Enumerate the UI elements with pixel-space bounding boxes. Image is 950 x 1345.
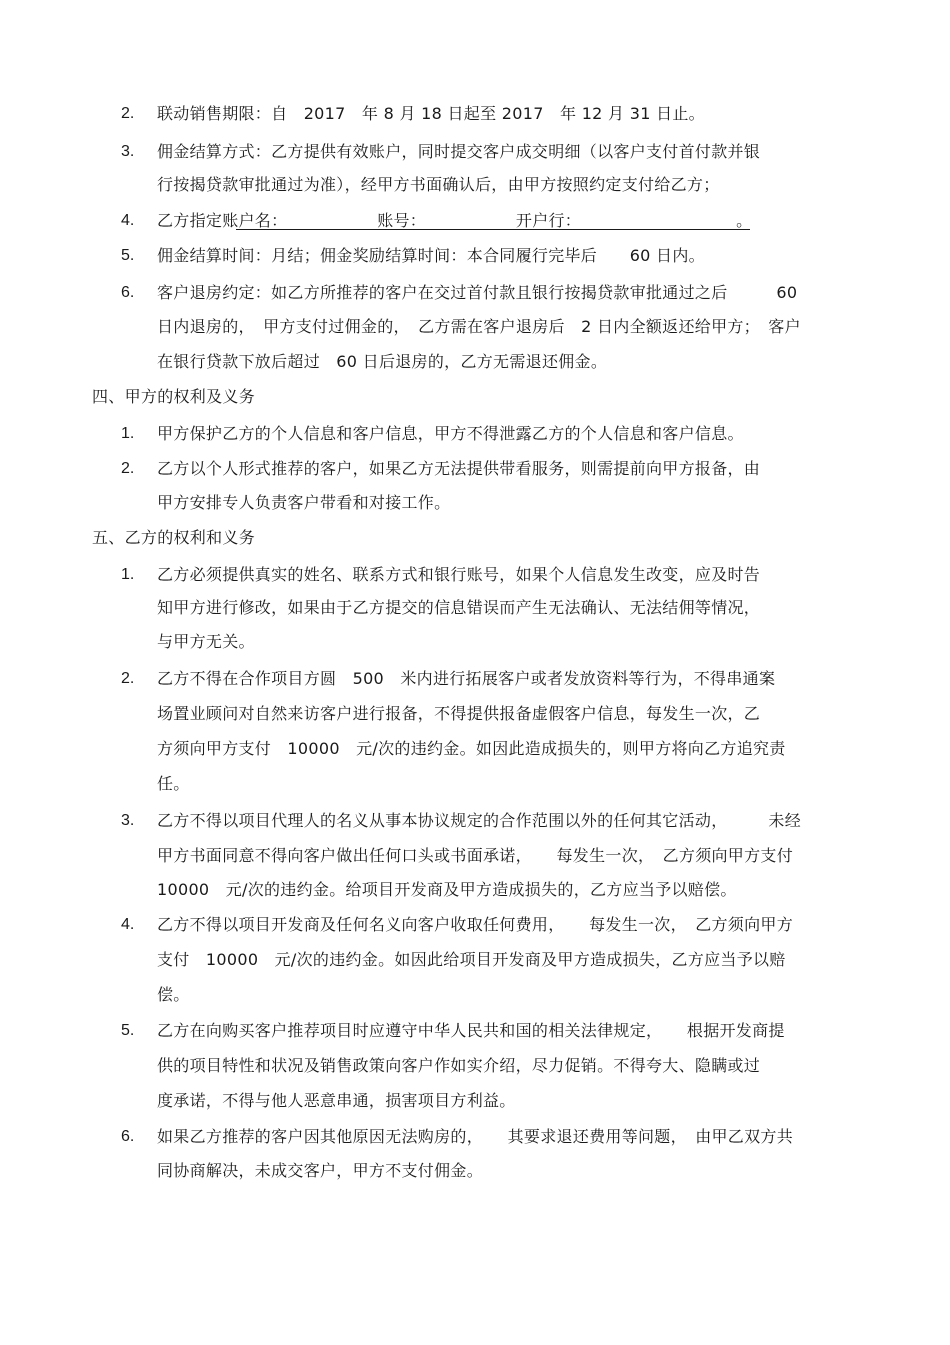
list-item-text: 方须向甲方支付 10000 元/次的违约金。如因此造成损失的，则甲方将向乙方追究责: [157, 739, 786, 758]
list-item-text: 度承诺，不得与他人恶意串通，损害项目方利益。: [157, 1091, 516, 1110]
list-item-text: 支付 10000 元/次的违约金。如因此给项目开发商及甲方造成损失，乙方应当予以赔: [157, 950, 786, 969]
list-item-text: 在银行贷款下放后超过 60 日后退房的，乙方无需退还佣金。: [157, 352, 608, 371]
list-item-text: 日内退房的， 甲方支付过佣金的， 乙方需在客户退房后 2 日内全额返还给甲方； 客户: [157, 317, 801, 336]
section-heading: 四、甲方的权利及义务: [92, 387, 256, 406]
list-number: 2.: [121, 670, 135, 687]
list-item-text: 如果乙方推荐的客户因其他原因无法购房的， 其要求退还费用等问题， 由甲乙双方共: [157, 1127, 794, 1146]
list-item-text: 供的项目特性和状况及销售政策向客户作如实介绍，尽力促销。不得夸大、隐瞒或过: [157, 1056, 761, 1075]
list-item-text: 乙方不得在合作项目方圆 500 米内进行拓展客户或者发放资料等行为，不得串通案: [157, 669, 776, 688]
list-item-text: 佣金结算时间：月结；佣金奖励结算时间：本合同履行完毕后 60 日内。: [157, 246, 705, 265]
list-item-text: 10000 元/次的违约金。给项目开发商及甲方造成损失的，乙方应当予以赔偿。: [157, 880, 737, 899]
list-number: 5.: [121, 247, 135, 264]
list-item-text: 知甲方进行修改，如果由于乙方提交的信息错误而产生无法确认、无法结佣等情况，: [157, 598, 761, 617]
list-item-text: 偿。: [157, 985, 190, 1004]
list-number: 2.: [121, 460, 135, 477]
section-heading: 五、乙方的权利和义务: [92, 528, 256, 547]
list-number: 6.: [121, 1128, 135, 1145]
list-item-text: 场置业顾问对自然来访客户进行报备，不得提供报备虚假客户信息，每发生一次，乙: [157, 704, 761, 723]
list-item-text: 联动销售期限：自 2017 年 8 月 18 日起至 2017 年 12 月 31 日止。: [157, 104, 705, 123]
list-item-text: 乙方以个人形式推荐的客户，如果乙方无法提供带看服务，则需提前向甲方报备，由: [157, 459, 761, 478]
list-number: 4.: [121, 916, 135, 933]
account-underline: [236, 229, 750, 230]
list-item-text: 甲方书面同意不得向客户做出任何口头或书面承诺， 每发生一次， 乙方须向甲方支付: [157, 846, 794, 865]
list-number: 6.: [121, 284, 135, 301]
list-item-text: 甲方保护乙方的个人信息和客户信息，甲方不得泄露乙方的个人信息和客户信息。: [157, 424, 744, 443]
list-number: 3.: [121, 812, 135, 829]
list-item-text: 与甲方无关。: [157, 632, 255, 651]
list-number: 1.: [121, 425, 135, 442]
list-number: 5.: [121, 1022, 135, 1039]
list-item-text: 任。: [157, 774, 190, 793]
list-item-text: 同协商解决，未成交客户，甲方不支付佣金。: [157, 1161, 484, 1180]
list-number: 3.: [121, 143, 135, 160]
list-item-text: 佣金结算方式：乙方提供有效账户，同时提交客户成交明细（以客户支付首付款并银: [157, 142, 761, 161]
list-item-text: 乙方必须提供真实的姓名、联系方式和银行账号，如果个人信息发生改变，应及时告: [157, 565, 761, 584]
list-item-text: 甲方安排专人负责客户带看和对接工作。: [157, 493, 451, 512]
list-number: 2.: [121, 105, 135, 122]
list-number: 1.: [121, 566, 135, 583]
list-item-text: 乙方指定账户名： 账号： 开户行： 。: [157, 211, 753, 230]
list-item-text: 行按揭贷款审批通过为准），经甲方书面确认后，由甲方按照约定支付给乙方；: [157, 175, 720, 194]
list-item-text: 乙方不得以项目开发商及任何名义向客户收取任何费用， 每发生一次， 乙方须向甲方: [157, 915, 794, 934]
list-item-text: 乙方不得以项目代理人的名义从事本协议规定的合作范围以外的任何其它活动， 未经: [157, 811, 802, 830]
list-item-text: 乙方在向购买客户推荐项目时应遵守中华人民共和国的相关法律规定， 根据开发商提: [157, 1021, 785, 1040]
list-item-text: 客户退房约定：如乙方所推荐的客户在交过首付款且银行按揭贷款审批通过之后 60: [157, 283, 798, 302]
list-number: 4.: [121, 212, 135, 229]
